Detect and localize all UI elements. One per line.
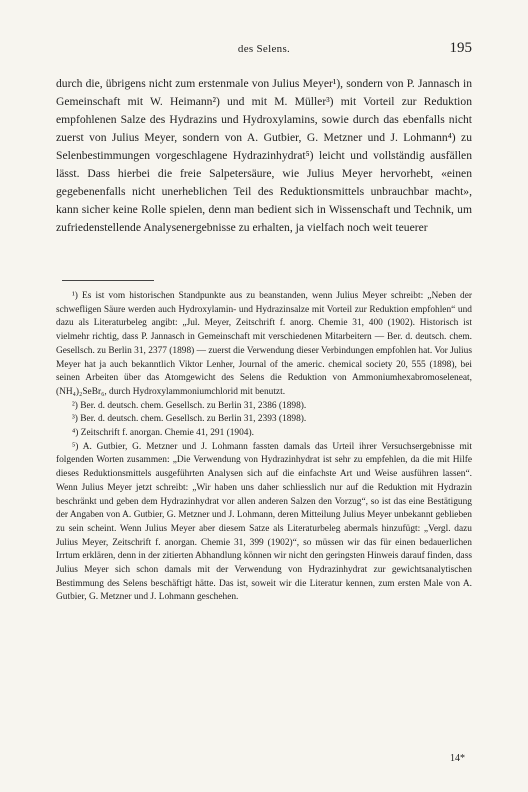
footnote-5: ⁵) A. Gutbier, G. Metzner und J. Lohmann fassten damals das Urteil ihrer Versuchsergebnisse mit folgenden Worten zusammen: „Die Verwendung von Hydrazinhydrat ist sehr zu empfehlen, da die mit Hilfe dieses Reduktionsmittels ausgeführten Analysen sich auf die einfachste Art und Weise ausführen lassen“. Wenn Julius Meyer jetzt schreibt: „Wir haben uns daher schliesslich nur auf die Reduktion mit Hydrazin beschränkt und geben dem Hydrazinhydrat vor allen anderen Salzen den Vorzug“, so ist das eine Bestätigung der Angaben von A. Gutbier, G. Metzner und J. Lohmann, deren Mitteilung Julius Meyer unbekannt geblieben zu sein scheint. Wenn Julius Meyer aber diesem Satze als Literaturbeleg abermals hinzufügt: „Vergl. dazu Julius Meyer, Zeitschrift f. anorgan. Chemie 31, 399 (1902)“, so müssen wir das für einen bedauerlichen Irrtum erklären, denn in der zitierten Abhandlung können wir nicht den geringsten Hinweis darauf finden, dass Julius Meyer sich schon damals mit der Verwendung von Hydrazinhydrat zur gewichtsanalytischen Bestimmung des Selens beschäftigt hätte. Das ist, soweit wir die Literatur kennen, zum ersten Male von A. Gutbier, G. Metzner und J. Lohmann geschehen. xyxy=(56,441,472,603)
footnote-1: ¹) Es ist vom historischen Standpunkte aus zu beanstanden, wenn Julius Meyer schreibt: „Neben der schwefligen Säure werden auch Hydroxylamin- und Hydrazinsalze mit Vorteil zur Reduktion empfohlen“ und dazu als Literaturbeleg angibt: „Jul. Meyer, Zeitschrift f. anorg. Chemie 31, 400 (1902). Historisch ist vielmehr richtig, dass P. Jannasch in Gemeinschaft mit verschiedenen Mitarbeitern — Ber. d. deutsch. chem. Gesellsch. zu Berlin 31, 2377 (1898) — zuerst die Verwendung dieser Verbindungen empfohlen hat. Vor Julius Meyer hat ja auch bekanntlich Viktor Lenher, Journal of the americ. chemical society 20, 555 (1898), bei seinen Arbeiten über das Atomgewicht des Selens die Reduktion von Ammoniumhexabromoseleneat, (NH₄)₂SeBr₆, durch Hydroxylammoniumchlorid mit benutzt. xyxy=(56,291,472,397)
page-header xyxy=(56,40,472,61)
body-paragraph: durch die, übrigens nicht zum erstenmale von Julius Meyer¹), sondern von P. Jannasch in Gemeinschaft mit W. Heimann²) und mit M. Müller³) mit Vorteil zur Reduktion empfohlenen Salze des Hydrazins und Hydroxylamins, sowie durch das ebenfalls nicht zuerst von Julius Meyer, sondern von A. Gutbier, G. Metzner und J. Lohmann⁴) zu Selenbestimmungen vorgeschlagene Hydrazinhydrat⁵) leicht und vollständig ausfällen lässt. Dass hierbei die freie Salpetersäure, wie Julius Meyer hervorhebt, «einen gegebenenfalls nicht unerheblichen Teil des Reduktionsmittels unbrauchbar macht», kann sicher keine Rolle spielen, denn man bedient sich in Wissenschaft und Technik, um zufriedenstellende Analysenergebnisse zu erhalten, ja vielfach noch weit teuerer xyxy=(56,77,472,234)
footnote-3: ³) Ber. d. deutsch. chem. Gesellsch. zu Berlin 31, 2393 (1898). xyxy=(72,414,307,425)
running-head: des Selens. xyxy=(237,43,291,55)
footnote-4: ⁴) Zeitschrift f. anorgan. Chemie 41, 291 (1904). xyxy=(72,428,254,439)
footnotes xyxy=(56,290,472,605)
signature-mark: 14* xyxy=(450,753,465,764)
footnote-separator xyxy=(62,280,154,281)
footnote-2: ²) Ber. d. deutsch. chem. Gesellsch. zu Berlin 31, 2386 (1898). xyxy=(72,400,307,411)
page-number: 195 xyxy=(449,40,472,56)
